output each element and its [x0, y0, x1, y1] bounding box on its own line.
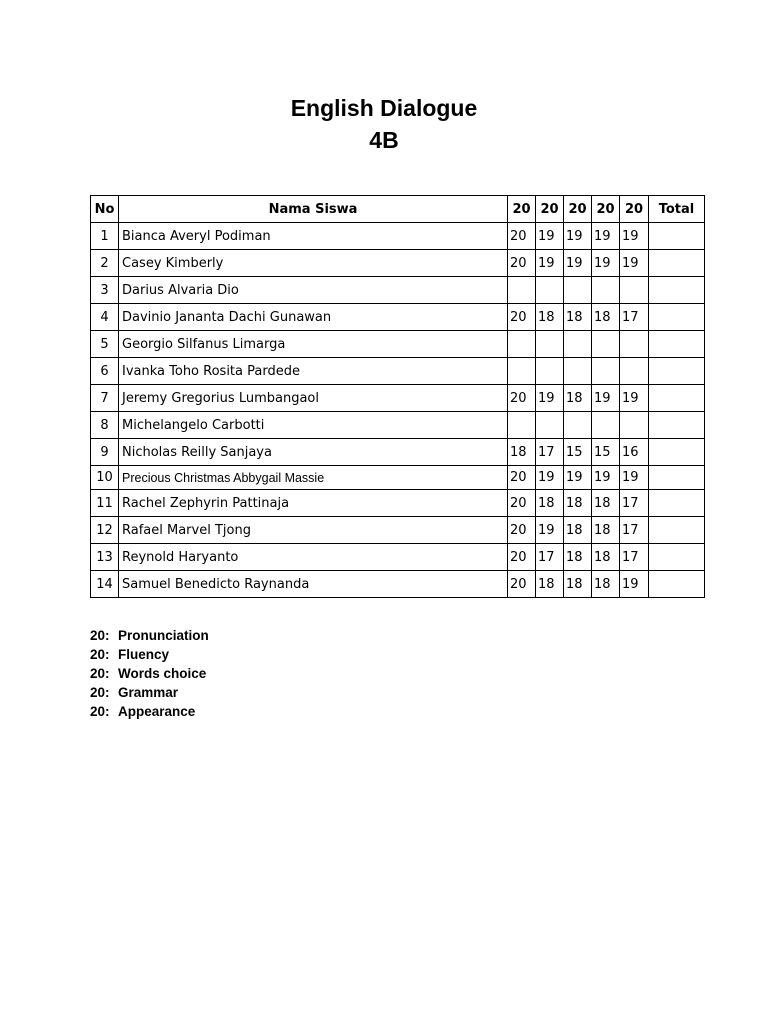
- table-header-row: [91, 196, 705, 223]
- score-cell: 19: [592, 385, 620, 412]
- score-cell: [536, 358, 564, 385]
- legend-item-words-choice: [90, 664, 209, 683]
- row-number: 14: [91, 571, 119, 598]
- total-cell: [649, 358, 705, 385]
- score-cell: [536, 277, 564, 304]
- header-no: No: [91, 196, 119, 223]
- row-number: 13: [91, 544, 119, 571]
- student-name: Reynold Haryanto: [119, 544, 508, 571]
- score-cell: 17: [620, 304, 649, 331]
- legend-item-pronunciation: [90, 626, 209, 645]
- table-row: [91, 466, 705, 490]
- score-cell: 18: [508, 439, 536, 466]
- total-cell: [649, 331, 705, 358]
- student-name: Rachel Zephyrin Pattinaja: [119, 490, 508, 517]
- score-cell: [592, 412, 620, 439]
- score-cell: 19: [536, 223, 564, 250]
- header-criterion-4: 20: [592, 196, 620, 223]
- legend-item-appearance: [90, 702, 209, 721]
- score-cell: 19: [592, 466, 620, 490]
- row-number: 3: [91, 277, 119, 304]
- table-row: [91, 517, 705, 544]
- total-cell: [649, 544, 705, 571]
- total-cell: [649, 571, 705, 598]
- score-cell: 19: [592, 223, 620, 250]
- student-name: Michelangelo Carbotti: [119, 412, 508, 439]
- table-row: [91, 439, 705, 466]
- score-cell: 18: [564, 571, 592, 598]
- score-cell: 15: [564, 439, 592, 466]
- row-number: 6: [91, 358, 119, 385]
- row-number: 10: [91, 466, 119, 490]
- table-row: [91, 571, 705, 598]
- table-row: [91, 277, 705, 304]
- legend-points: 20:: [90, 628, 110, 643]
- score-cell: 18: [536, 490, 564, 517]
- row-number: 7: [91, 385, 119, 412]
- score-cell: 18: [564, 544, 592, 571]
- header-criterion-5: 20: [620, 196, 649, 223]
- legend-points: 20:: [90, 647, 110, 662]
- legend-points: 20:: [90, 666, 110, 681]
- table-row: [91, 358, 705, 385]
- total-cell: [649, 439, 705, 466]
- score-cell: [564, 412, 592, 439]
- row-number: 8: [91, 412, 119, 439]
- score-cell: [620, 277, 649, 304]
- score-cell: 20: [508, 466, 536, 490]
- score-cell: 20: [508, 544, 536, 571]
- score-cell: 18: [592, 304, 620, 331]
- row-number: 4: [91, 304, 119, 331]
- score-cell: 20: [508, 304, 536, 331]
- student-name: Jeremy Gregorius Lumbangaol: [119, 385, 508, 412]
- table-row: [91, 304, 705, 331]
- table-row: [91, 385, 705, 412]
- student-name: Ivanka Toho Rosita Pardede: [119, 358, 508, 385]
- row-number: 5: [91, 331, 119, 358]
- score-table: [90, 195, 705, 598]
- table-row: [91, 544, 705, 571]
- score-cell: 18: [536, 304, 564, 331]
- score-cell: 20: [508, 223, 536, 250]
- total-cell: [649, 517, 705, 544]
- score-cell: 17: [536, 439, 564, 466]
- legend-label: Pronunciation: [118, 628, 209, 643]
- total-cell: [649, 250, 705, 277]
- score-cell: 19: [564, 466, 592, 490]
- total-cell: [649, 466, 705, 490]
- score-cell: 20: [508, 385, 536, 412]
- student-name: Precious Christmas Abbygail Massie: [119, 466, 508, 490]
- header-criterion-2: 20: [536, 196, 564, 223]
- student-name: Darius Alvaria Dio: [119, 277, 508, 304]
- header-criterion-1: 20: [508, 196, 536, 223]
- score-cell: 19: [536, 517, 564, 544]
- score-cell: [592, 331, 620, 358]
- score-cell: 19: [620, 466, 649, 490]
- score-cell: 19: [620, 385, 649, 412]
- score-cell: 19: [620, 223, 649, 250]
- header-name: Nama Siswa: [119, 196, 508, 223]
- total-cell: [649, 304, 705, 331]
- score-cell: 15: [592, 439, 620, 466]
- document-title: English Dialogue: [290, 95, 478, 121]
- criteria-legend: [90, 626, 209, 721]
- score-cell: 17: [620, 544, 649, 571]
- score-cell: [564, 331, 592, 358]
- legend-item-grammar: [90, 683, 209, 702]
- row-number: 2: [91, 250, 119, 277]
- score-cell: 18: [564, 517, 592, 544]
- score-cell: 17: [620, 490, 649, 517]
- score-cell: 19: [620, 250, 649, 277]
- legend-label: Grammar: [118, 685, 179, 700]
- row-number: 1: [91, 223, 119, 250]
- score-cell: [592, 277, 620, 304]
- score-cell: 18: [592, 544, 620, 571]
- student-name: Rafael Marvel Tjong: [119, 517, 508, 544]
- total-cell: [649, 385, 705, 412]
- row-number: 9: [91, 439, 119, 466]
- score-cell: [564, 277, 592, 304]
- student-name: Nicholas Reilly Sanjaya: [119, 439, 508, 466]
- student-name: Casey Kimberly: [119, 250, 508, 277]
- table-row: [91, 490, 705, 517]
- score-cell: 19: [536, 250, 564, 277]
- score-cell: [508, 412, 536, 439]
- score-cell: 18: [536, 571, 564, 598]
- legend-points: 20:: [90, 685, 110, 700]
- score-cell: [536, 331, 564, 358]
- header-criterion-3: 20: [564, 196, 592, 223]
- table-row: [91, 412, 705, 439]
- score-cell: [620, 331, 649, 358]
- score-cell: [508, 331, 536, 358]
- score-cell: 20: [508, 517, 536, 544]
- score-cell: 18: [592, 571, 620, 598]
- total-cell: [649, 490, 705, 517]
- score-cell: 19: [536, 385, 564, 412]
- total-cell: [649, 277, 705, 304]
- score-cell: 19: [564, 223, 592, 250]
- table-row: [91, 223, 705, 250]
- score-cell: 20: [508, 250, 536, 277]
- score-cell: 18: [564, 490, 592, 517]
- row-number: 11: [91, 490, 119, 517]
- legend-label: Fluency: [118, 647, 170, 662]
- score-cell: [620, 358, 649, 385]
- score-cell: [508, 277, 536, 304]
- score-cell: 18: [564, 304, 592, 331]
- score-cell: [620, 412, 649, 439]
- header-total: Total: [649, 196, 705, 223]
- score-cell: [592, 358, 620, 385]
- student-name: Samuel Benedicto Raynanda: [119, 571, 508, 598]
- score-cell: 19: [536, 466, 564, 490]
- total-cell: [649, 223, 705, 250]
- score-cell: 18: [592, 517, 620, 544]
- score-cell: 18: [592, 490, 620, 517]
- score-cell: 17: [620, 517, 649, 544]
- score-cell: 16: [620, 439, 649, 466]
- score-cell: 20: [508, 571, 536, 598]
- score-cell: 17: [536, 544, 564, 571]
- table-row: [91, 250, 705, 277]
- class-name: 4B: [369, 127, 399, 153]
- legend-label: Words choice: [118, 666, 207, 681]
- score-cell: 19: [564, 250, 592, 277]
- score-cell: 20: [508, 490, 536, 517]
- score-cell: [508, 358, 536, 385]
- student-name: Georgio Silfanus Limarga: [119, 331, 508, 358]
- legend-item-fluency: [90, 645, 209, 664]
- student-name: Bianca Averyl Podiman: [119, 223, 508, 250]
- row-number: 12: [91, 517, 119, 544]
- score-cell: 19: [620, 571, 649, 598]
- score-cell: 18: [564, 385, 592, 412]
- score-cell: [564, 358, 592, 385]
- score-cell: [536, 412, 564, 439]
- score-cell: 19: [592, 250, 620, 277]
- legend-label: Appearance: [118, 704, 196, 719]
- student-name: Davinio Jananta Dachi Gunawan: [119, 304, 508, 331]
- total-cell: [649, 412, 705, 439]
- table-row: [91, 331, 705, 358]
- legend-points: 20:: [90, 704, 110, 719]
